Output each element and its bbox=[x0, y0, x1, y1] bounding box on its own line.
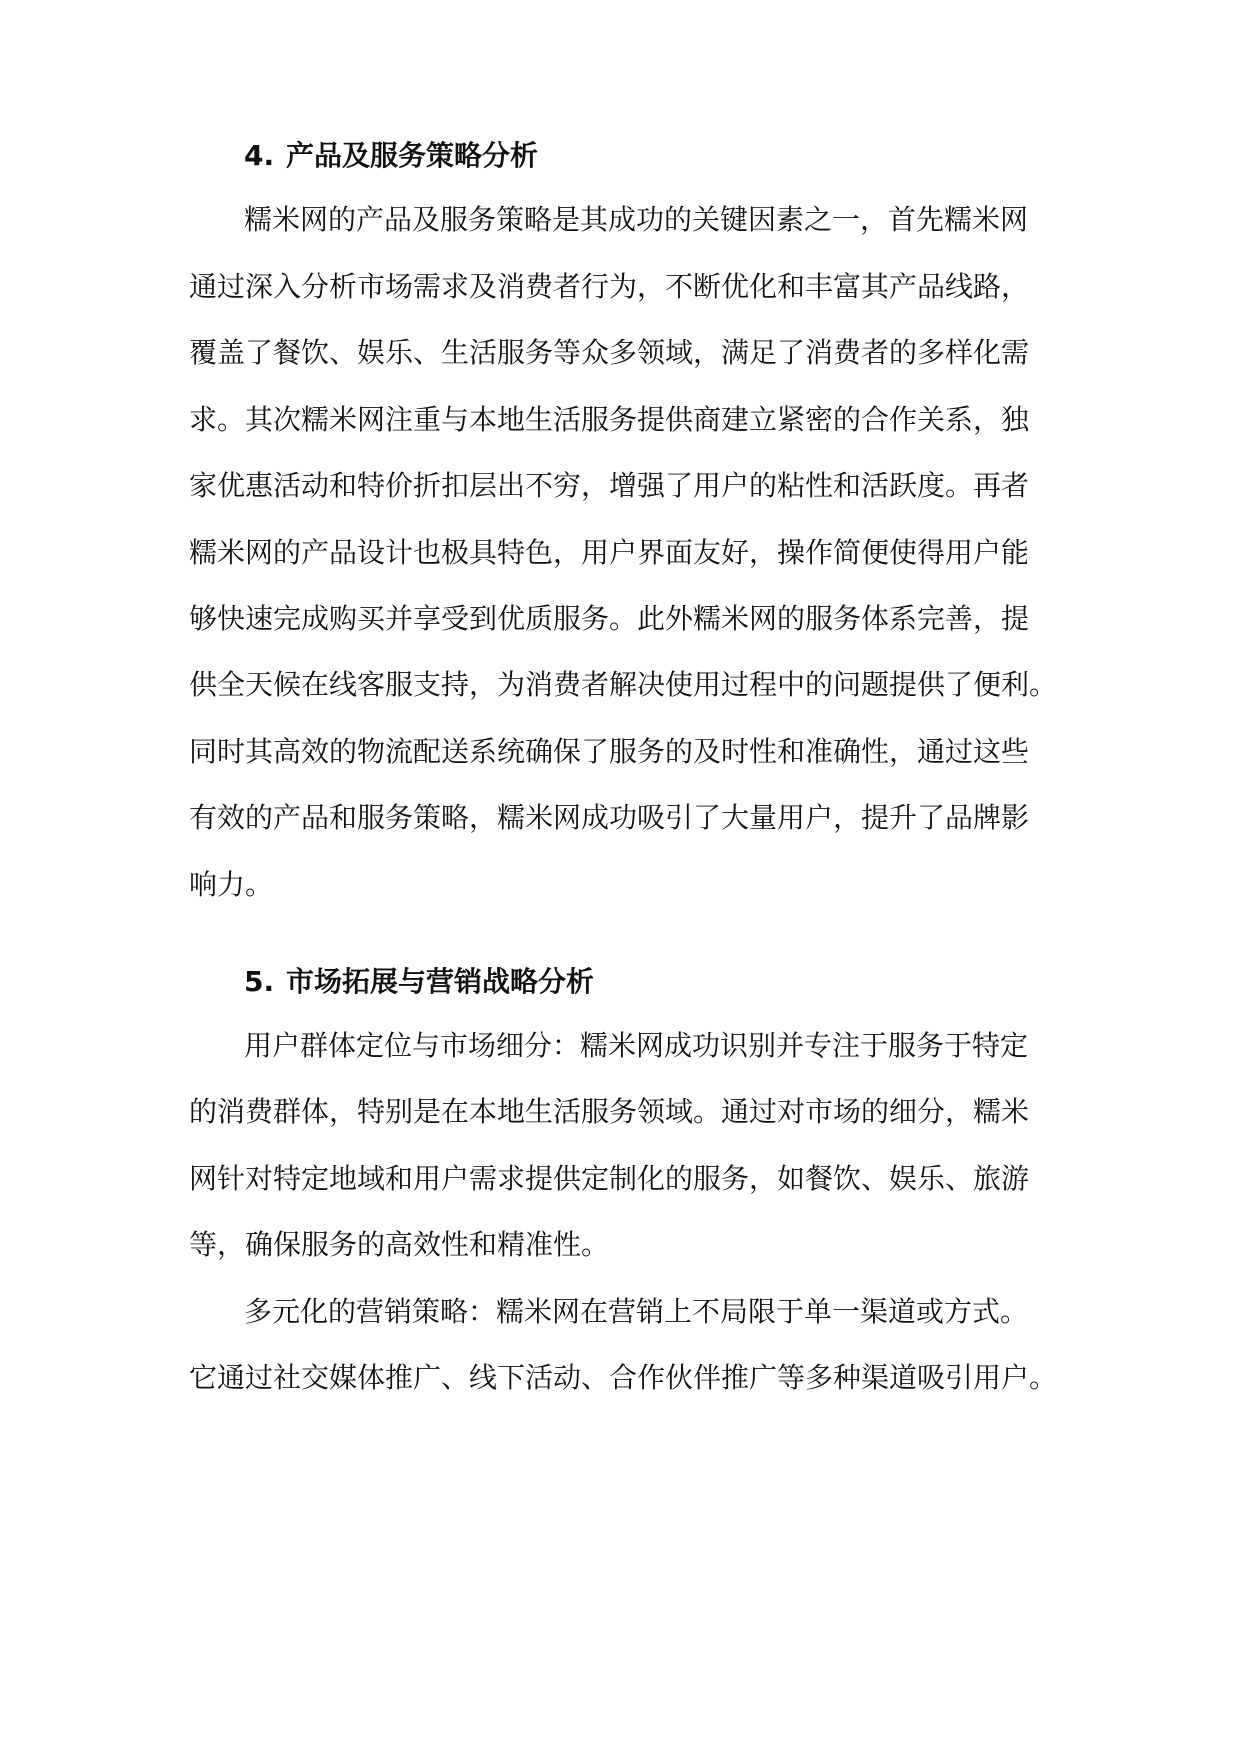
paragraph-line: 有效的产品和服务策略，糯米网成功吸引了大量用户，提升了品牌影 bbox=[189, 801, 1030, 834]
paragraph-line: 多元化的营销策略：糯米网在营销上不局限于单一渠道或方式。 bbox=[244, 1295, 1029, 1328]
paragraph-line: 响力。 bbox=[189, 868, 274, 901]
paragraph-line: 家优惠活动和特价折扣层出不穷，增强了用户的粘性和活跃度。再者 bbox=[189, 469, 1030, 502]
section-title: 市场拓展与营销战略分析 bbox=[286, 965, 595, 998]
section-number: 4. bbox=[244, 139, 275, 172]
paragraph-line: 求。其次糯米网注重与本地生活服务提供商建立紧密的合作关系，独 bbox=[189, 403, 1030, 436]
section-number: 5. bbox=[244, 965, 275, 998]
paragraph-line: 的消费群体，特别是在本地生活服务领域。通过对市场的细分，糯米 bbox=[189, 1095, 1030, 1128]
paragraph-line: 它通过社交媒体推广、线下活动、合作伙伴推广等多种渠道吸引用户。 bbox=[189, 1361, 1058, 1394]
section-heading-4 bbox=[244, 138, 538, 174]
paragraph-line: 供全天候在线客服支持，为消费者解决使用过程中的问题提供了便利。 bbox=[189, 668, 1058, 701]
paragraph-line: 糯米网的产品及服务策略是其成功的关键因素之一，首先糯米网 bbox=[244, 203, 1029, 236]
section-title: 产品及服务策略分析 bbox=[286, 139, 539, 172]
paragraph-line: 同时其高效的物流配送系统确保了服务的及时性和准确性，通过这些 bbox=[189, 735, 1030, 768]
paragraph-line: 够快速完成购买并享受到优质服务。此外糯米网的服务体系完善，提 bbox=[189, 602, 1030, 635]
paragraph-line: 糯米网的产品设计也极具特色，用户界面友好，操作简便使得用户能 bbox=[189, 536, 1030, 569]
paragraph-line: 覆盖了餐饮、娱乐、生活服务等众多领域，满足了消费者的多样化需 bbox=[189, 336, 1030, 369]
section-heading-5 bbox=[244, 964, 594, 1000]
paragraph-line: 网针对特定地域和用户需求提供定制化的服务，如餐饮、娱乐、旅游 bbox=[189, 1162, 1030, 1195]
paragraph-line: 通过深入分析市场需求及消费者行为，不断优化和丰富其产品线路， bbox=[189, 270, 1030, 303]
paragraph-line: 用户群体定位与市场细分：糯米网成功识别并专注于服务于特定 bbox=[244, 1029, 1029, 1062]
paragraph-line: 等，确保服务的高效性和精准性。 bbox=[189, 1228, 610, 1261]
